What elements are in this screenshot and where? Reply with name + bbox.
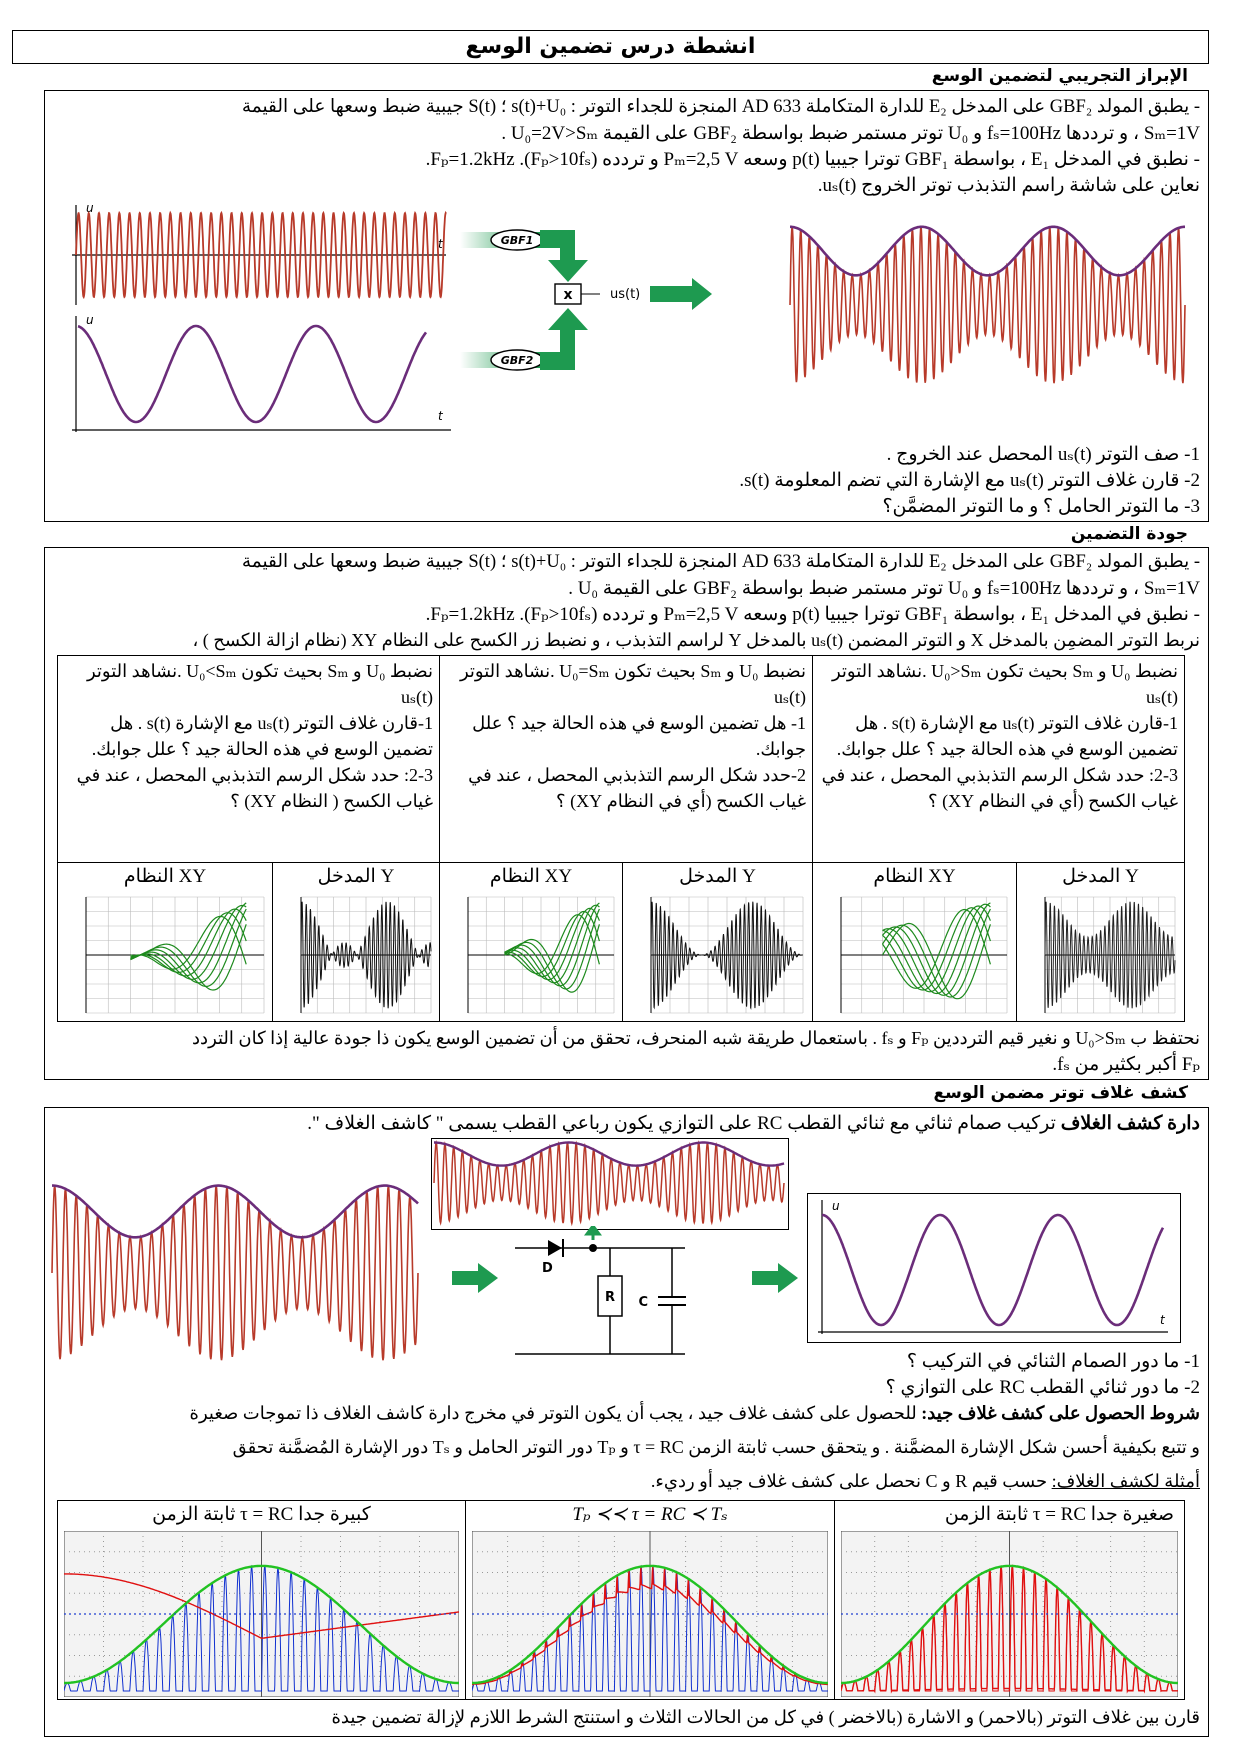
s3-conditions-2: و تتبع بكيفية أحسن شكل الإشارة المضمَّنة . و يتحقق حسب ثابتة الزمن τ = RC و Tₚ دور التوتر الحامل و Tₛ دور الإشارة المُضمَّنة تحقق — [232, 1437, 1200, 1457]
svg-text:t: t — [438, 409, 443, 423]
case-u0-equal-cell: نضبط U₀ و Sₘ بحيث تكون U₀=Sₘ .نشاهد التوتر uₛ(t) 1- هل تضمين الوسع في هذه الحالة جيد ؟ علل جوابك. 2-حدد شكل الرسم التذبذبي المحصل ، عند في غياب الكسح (أي في النظام XY) ؟ — [439, 655, 813, 863]
scope-case-good-tau: Tₚ ≺≺ τ = RC ≺ Tₛ — [465, 1500, 835, 1700]
svg-text:us(t): us(t) — [610, 287, 641, 302]
graph-xy-u0-equal: النظام XY — [439, 862, 623, 1022]
detector-input-signal — [50, 1178, 422, 1368]
s3-intro: دارة كشف الغلاف تركيب صمام ثنائي مع ثنائي القطب RC على التوازي يكون رباعي القطب يسمى " كاشف الغلاف ". — [307, 1113, 1200, 1134]
carrier-signal-plot — [66, 200, 456, 310]
graph-xy-u0-greater: النظام XY — [812, 862, 1017, 1022]
graph-y-u0-greater: المدخل Y — [1016, 862, 1185, 1022]
s2-line-3: - نطبق في المدخل E₁ ، بواسطة GBF₁ توترا جيبيا p(t) وسعه Pₘ=2,5 V و تردده Fₚ=1.2kHz .(Fₚ>10fₛ). — [425, 604, 1200, 625]
s2-bottom-1: نحتفظ ب U₀>Sₘ و نغير قيم الترددين Fₚ و fₛ . باستعمال طريقة شبه المنحرف، تحقق من أن تضمين الوسع يكون ذا جودة عالية إذا كان التردد — [192, 1028, 1200, 1048]
svg-text:t: t — [1160, 1313, 1165, 1327]
case-u0-less-cell: نضبط U₀ و Sₘ بحيث تكون U₀<Sₘ .نشاهد التوتر uₛ(t) 1-قارن غلاف التوتر uₛ(t) مع الإشارة s(t) . هل تضمين الوسع في هذه الحالة جيد ؟ علل جوابك. 2-3: حدد شكل الرسم التذبذبي المحصل ، عند في غياب الكسح ( النظام XY) ؟ — [57, 655, 440, 863]
s1-question-2: 2- قارن غلاف التوتر uₛ(t) مع الإشارة التي تضم المعلومة s(t). — [739, 470, 1200, 491]
svg-text:D: D — [542, 1261, 553, 1276]
s1-question-3: 3- ما التوتر الحامل ؟ و ما التوتر المضمَّن؟ — [882, 496, 1200, 517]
section3-heading: كشف غلاف توتر مضمن الوسع — [933, 1083, 1188, 1103]
diode-symbol — [548, 1240, 562, 1256]
svg-text:GBF2: GBF2 — [500, 354, 534, 367]
graph-y-u0-equal: المدخل Y — [622, 862, 813, 1022]
graph-y-u0-less: المدخل Y — [272, 862, 440, 1022]
envelope-detector-circuit — [510, 1226, 740, 1361]
s1-line-2: Sₘ=1V ، و ترددها fₛ=100Hz و U₀ توتر مستمر ضبط بواسطة GBF₂ على القيمة U₀=2V>Sₘ . — [501, 123, 1200, 144]
arrow-icon — [752, 1263, 802, 1293]
svg-text:u: u — [86, 201, 94, 215]
arrow-icon — [452, 1263, 502, 1293]
svg-text:u: u — [86, 313, 94, 327]
s2-bottom-2: Fₚ أكبر بكثير من fₛ. — [1052, 1054, 1200, 1075]
s3-examples: أمثلة لكشف الغلاف: حسب قيم R و C نحصل على كشف غلاف جيد أو رديء. — [650, 1471, 1200, 1491]
s1-line-1: - يطبق المولد GBF₂ على المدخل E₂ للدارة المتكاملة AD 633 المنجزة للجداء التوتر : s(t)+U₀ ؛ S(t) جيبية ضبط وسعها على القيمة — [241, 97, 1200, 117]
s2-line-2: Sₘ=1V ، و ترددها fₛ=100Hz و U₀ توتر مستمر ضبط بواسطة GBF₂ على القيمة U₀ . — [568, 578, 1200, 599]
svg-text:R: R — [604, 1290, 616, 1305]
multiplier-diagram — [460, 220, 790, 420]
s3-final-question: قارن بين غلاف التوتر (بالاحمر) و الاشارة (بالاخضر ) في كل من الحالات الثلاث و استنتج الشرط اللازم لإزالة تضمين جيدة — [331, 1707, 1200, 1727]
case-u0-greater-cell: نضبط U₀ و Sₘ بحيث تكون U₀>Sₘ .نشاهد التوتر uₛ(t) 1-قارن غلاف التوتر uₛ(t) مع الإشارة s(t) . هل تضمين الوسع في هذه الحالة جيد ؟ علل جوابك. 2-3: حدد شكل الرسم التذبذبي المحصل ، عند في غياب الكسح (أي في النظام XY) ؟ — [812, 655, 1185, 863]
scope-case-large-tau: ثابتة الزمن τ = RC كبيرة جدا — [57, 1500, 466, 1700]
svg-text:GBF1: GBF1 — [500, 234, 534, 247]
page-title: انشطة درس تضمين الوسع — [12, 30, 1209, 64]
detector-output-signal — [807, 1193, 1181, 1343]
section2-heading: جودة التضمين — [1070, 524, 1188, 544]
svg-text:t: t — [438, 237, 443, 251]
s1-line-3: - نطبق في المدخل E₁ ، بواسطة GBF₁ توترا جيبيا p(t) وسعه Pₘ=2,5 V و تردده Fₚ=1.2kHz .(Fₚ>10fₛ). — [425, 149, 1200, 170]
section1-heading: الإبراز التجريبي لتضمين الوسع — [931, 66, 1188, 86]
modulating-signal-plot — [66, 312, 456, 438]
svg-text:u: u — [832, 1199, 840, 1213]
s3-question-2: 2- ما دور ثنائي القطب RC على التوازي ؟ — [885, 1377, 1200, 1398]
modulated-signal-plot — [785, 220, 1190, 400]
s3-conditions: شروط الحصول على كشف غلاف جيد: للحصول على كشف غلاف جيد ، يجب أن يكون التوتر في مخرج دارة كاشف الغلاف ذا تموجات صغيرة — [189, 1403, 1200, 1423]
s2-line-4: نربط التوتر المضمِن بالمدخل X و التوتر المضمن uₛ(t) بالمدخل Y لراسم التذبذب ، و نضبط زر الكسح على النظام XY (نظام ازالة الكسح ) ، — [192, 630, 1200, 650]
svg-text:C: C — [638, 1295, 648, 1310]
scope-case-small-tau: ثابتة الزمن τ = RC صغيرة جدا — [834, 1500, 1185, 1700]
s3-question-1: 1- ما دور الصمام الثنائي في التركيب ؟ — [906, 1351, 1200, 1372]
detector-signal-frame — [431, 1138, 789, 1230]
s2-line-1: - يطبق المولد GBF₂ على المدخل E₂ للدارة المتكاملة AD 633 المنجزة للجداء التوتر : s(t)+U₀ ؛ S(t) جيبية ضبط وسعها على القيمة — [241, 552, 1200, 572]
s1-question-1: 1- صف التوتر uₛ(t) المحصل عند الخروج . — [886, 444, 1200, 465]
graph-xy-u0-less: النظام XY — [57, 862, 273, 1022]
s1-line-4: نعاين على شاشة راسم التذبذب توتر الخروج uₛ(t). — [817, 175, 1200, 196]
svg-text:x: x — [563, 287, 573, 303]
